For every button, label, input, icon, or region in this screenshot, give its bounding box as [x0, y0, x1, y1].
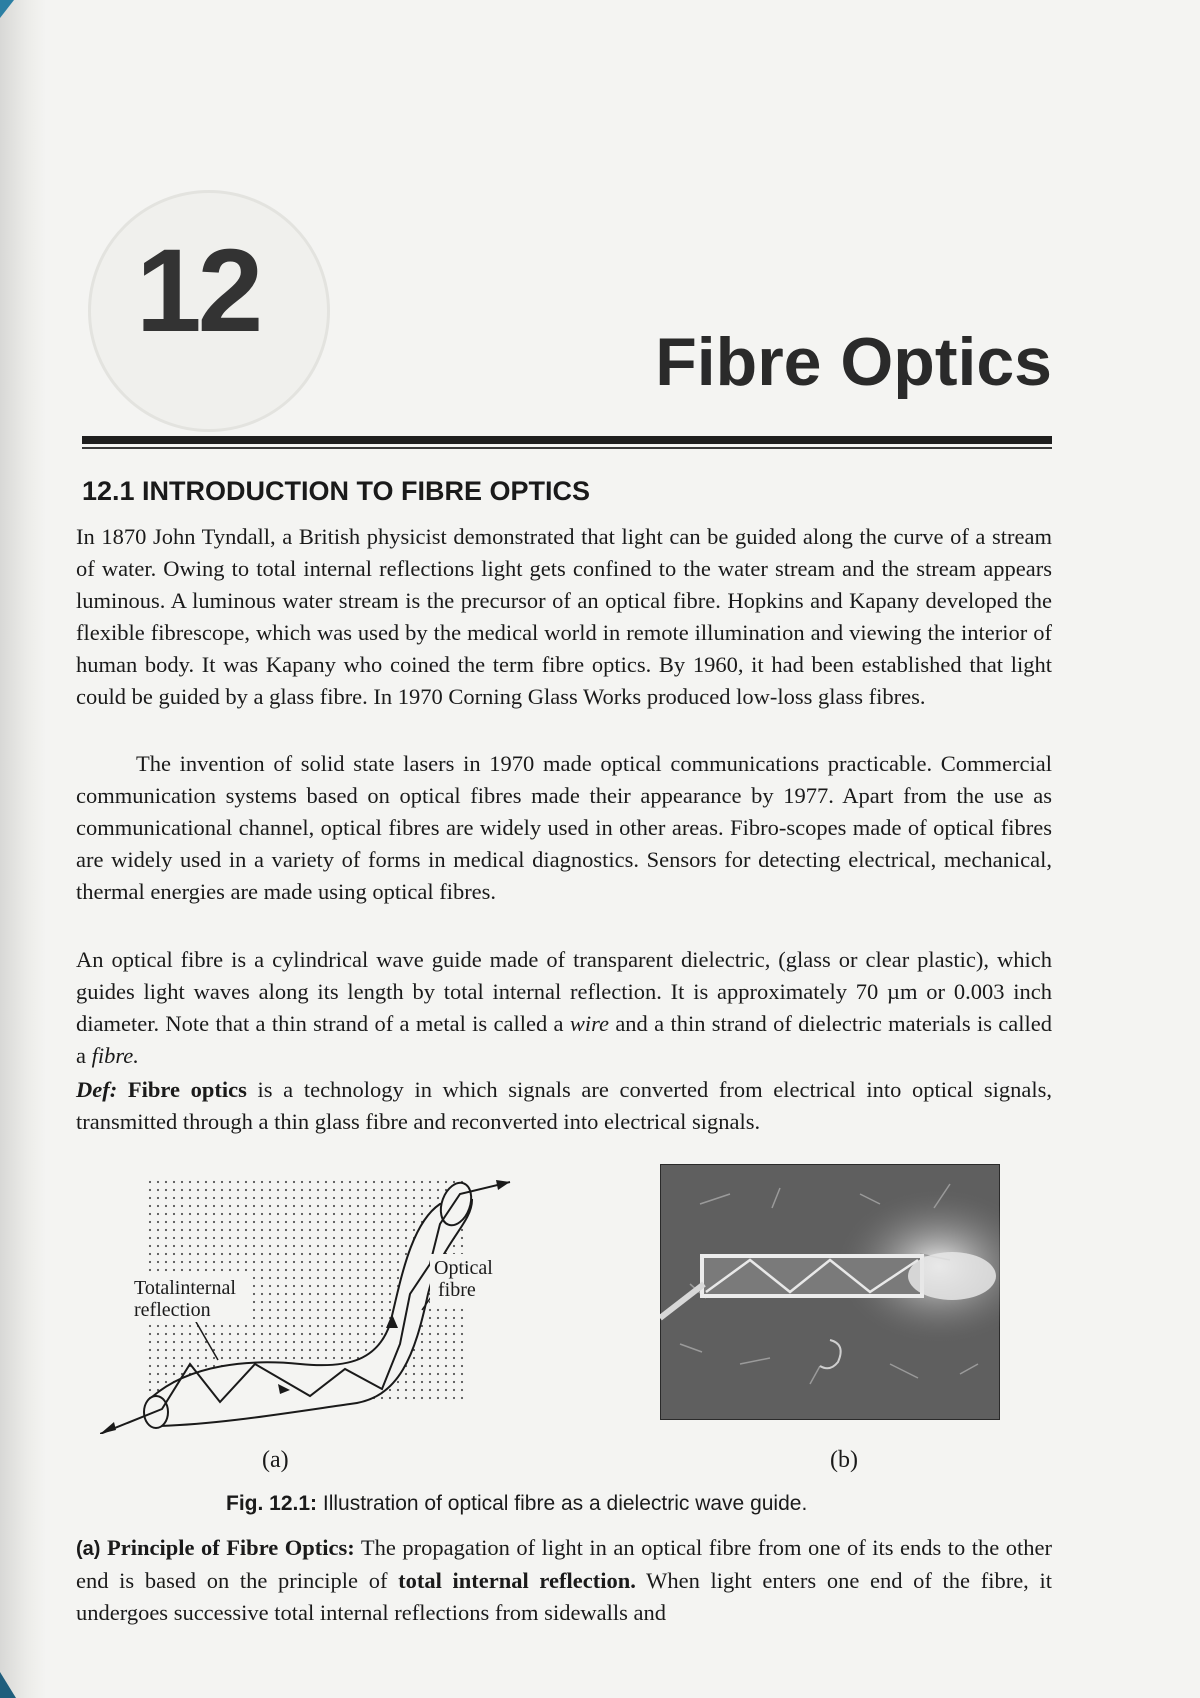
title-rule-thick — [82, 436, 1052, 444]
section-heading: 12.1 INTRODUCTION TO FIBRE OPTICS — [82, 476, 591, 506]
label-fibre: fibre — [438, 1279, 476, 1301]
ray-arrow-in — [100, 1422, 116, 1434]
principle-title: Principle of Fibre Optics: — [100, 1535, 355, 1560]
paragraph-history: In 1870 John Tyndall, a British physicist demonstrated that light can be guided along the curve of a stream of water. Owing to total internal reflections light gets confined to the water stream and the stream appears luminous. A luminous water stream is the precursor of an optical fibre. Hopkins and Kapany developed the flexible fibrescope, which was used by the medical world in remote illumination and viewing the interior of human body. It was Kapany who coined the term fibre optics. By 1960, it had been established that light could be guided by a glass fibre. In 1970 Corning Glass Works produced low-loss glass fibres. — [76, 524, 1052, 709]
principle-tag: (a) — [76, 1538, 101, 1560]
paragraph-lasers: The invention of solid state lasers in 1970 made optical communications practicable. Commercial communication systems based on optical fibres made their appearance by 1977. Apart from the use as communicational channel, optical fibres are widely used in other areas. Fibro-scopes made of optical fibres are widely used in a variety of forms in medical diagnostics. Sensors for detecting electrical, mechanical, thermal energies are made using optical fibres. — [76, 751, 1052, 904]
paragraph-principle — [76, 1532, 1052, 1629]
figure-caption-label: Fig. 12.1: — [226, 1492, 318, 1515]
principle-text-end: When light enters one end of the fibre, it undergoes successive total internal reflections from sidewalls and — [76, 1568, 1052, 1625]
figure-caption — [226, 1492, 807, 1516]
label-total-internal: Totalinternal — [134, 1277, 236, 1299]
def-label: Def: — [76, 1077, 118, 1102]
p3-text: An optical fibre is a cylindrical wave guide made of transparent dielectric, (glass or clear plastic), which guides light waves along its length by total internal reflection. It is approximately 70 µm or 0.003 inch diameter. Note that a thin strand of a metal is called a — [76, 947, 1052, 1036]
paragraph-definition-fibre — [76, 944, 1052, 1072]
figure-b-photo — [660, 1164, 1000, 1420]
page-corner-mark — [0, 0, 14, 18]
figure-caption-text: Illustration of optical fibre as a dielectric wave guide. — [317, 1492, 808, 1515]
chapter-title: Fibre Optics — [655, 324, 1052, 400]
p3-text-middle: and a thin strand of dielectric materials is called a — [76, 1011, 1052, 1068]
paragraph-def-fibre-optics — [76, 1074, 1052, 1138]
def-text: is a technology in which signals are converted from electrical into optical signals, transmitted through a thin glass fibre and reconverted into electrical signals. — [76, 1077, 1053, 1134]
label-reflection: reflection — [134, 1299, 211, 1321]
term-fibre: fibre. — [91, 1043, 139, 1068]
principle-bold: total internal reflection. — [398, 1568, 636, 1593]
page-shadow-edge — [0, 0, 46, 1698]
principle-text: The propagation of light in an optical fibre from one of its ends to the other end is based on the principle of — [76, 1535, 1052, 1593]
term-wire: wire — [569, 1011, 609, 1036]
def-term: Fibre optics — [117, 1077, 247, 1102]
subfigure-label-a: (a) — [262, 1447, 289, 1473]
subfigure-label-b: (b) — [830, 1447, 858, 1473]
label-optical: Optical — [434, 1257, 493, 1279]
chapter-number: 12 — [136, 225, 260, 357]
title-rule-thin — [82, 447, 1052, 449]
page-corner-mark-bottom — [0, 1672, 16, 1698]
figure-a-fibre-diagram — [100, 1164, 560, 1434]
